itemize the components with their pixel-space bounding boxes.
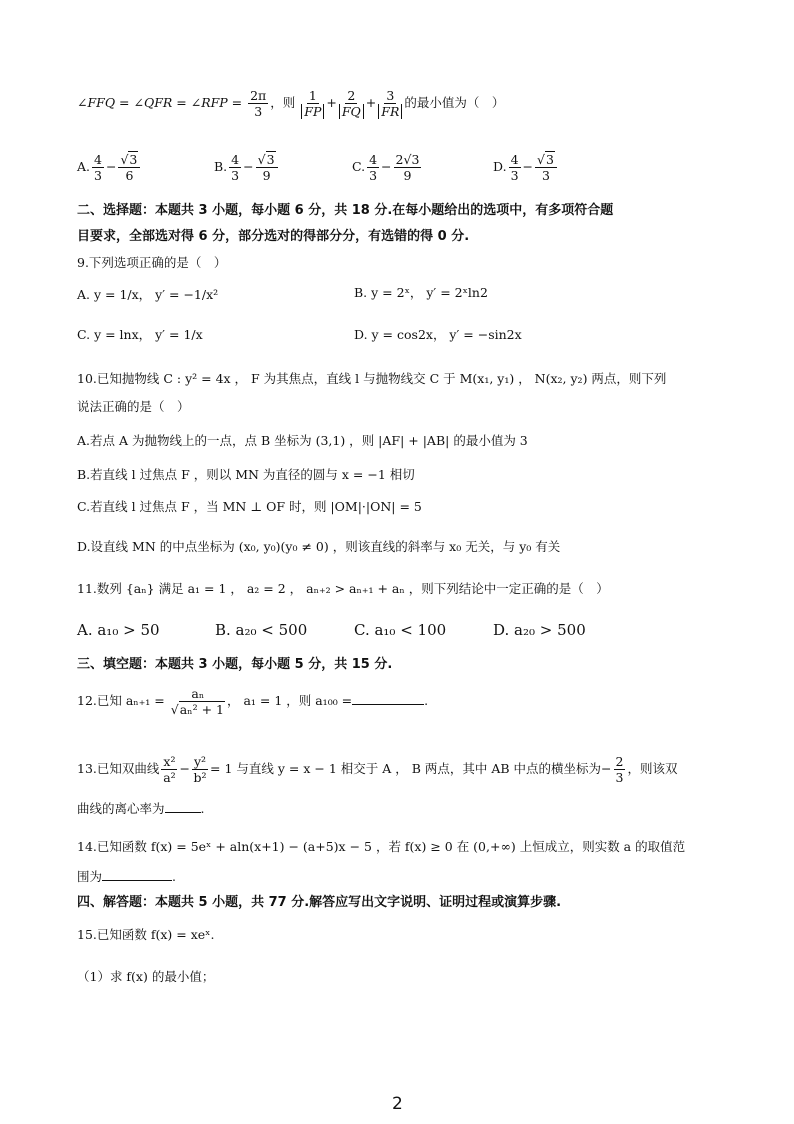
q12-stem: 12.已知 aₙ₊₁ = $\frac{\text{aₙ}}{\text{√aₙ² + 1}}$ ， a₁ = 1 ，则 a₁₀₀ = . (77, 686, 429, 717)
q11-stem: 11.数列 {aₙ} 满足 a₁ = 1 ， a₂ = 2 ， aₙ₊₂ > aₙ₊₁ + aₙ ，则下列结论中一定正确的是（ ） (77, 581, 609, 596)
q8-condition-line: ∠FFQ = ∠QFR = ∠RFP = $\frac{2\pi}{3}$ ，则 $\frac{1}{FP}$ + $\frac{2}{FQ}$ + $\frac{3}{FR}$ 的最小值为（ ） (77, 88, 505, 119)
q9-stem: 9.下列选项正确的是（ ） (77, 255, 227, 270)
section-4-heading: 四、解答题：本题共 5 小题，共 77 分.解答应写出文字说明、证明过程或演算步骤. (77, 895, 562, 910)
q14-answer-blank[interactable] (102, 880, 172, 881)
section-2-heading: 二、选择题：本题共 3 小题，每小题 6 分，共 18 分.在每小题给出的选项中，有多项符合题 (77, 203, 614, 218)
q8-angle-fraction: $\frac{2\pi}{3}$ (250, 88, 267, 119)
q12-answer-blank[interactable] (352, 704, 424, 705)
q10-stem: 10.已知抛物线 C : y² = 4x ， F 为其焦点，直线 l 与抛物线交 C 于 M(x₁, y₁) ， N(x₂, y₂) 两点，则下列 (77, 371, 667, 386)
q11-option-d: D. a₂₀ > 500 (493, 621, 586, 639)
q13-stem-cont: 曲线的离心率为 . (77, 801, 205, 816)
q12-fraction: $\frac{\text{aₙ}}{\text{√aₙ² + 1}}$ (170, 686, 224, 717)
q8-option-a: A. $\frac{4}{3}$ − $\frac{√3}{6}$ (77, 152, 142, 183)
q8-option-d: D. $\frac{4}{3}$ − $\frac{√3}{3}$ (493, 152, 559, 183)
page-number: 2 (392, 1094, 403, 1114)
q8-term1: $\frac{1}{FP}$ (301, 88, 324, 119)
q10-option-a: A.若点 A 为抛物线上的一点，点 B 坐标为 (3,1) ，则 |AF| + |AB| 的最小值为 3 (77, 433, 528, 448)
section-3-heading: 三、填空题：本题共 3 小题，每小题 5 分，共 15 分. (77, 657, 393, 672)
q10-option-d: D.设直线 MN 的中点坐标为 (x₀, y₀)(y₀ ≠ 0) ，则该直线的斜率与 x₀ 无关，与 y₀ 有关 (77, 539, 561, 554)
q8-option-c: C. $\frac{4}{3}$ − $\frac{2√3}{9}$ (352, 152, 420, 183)
q9-option-b: B. y = 2ˣ， y′ = 2ˣln2 (354, 285, 488, 300)
q10-stem-cont: 说法正确的是（ ） (77, 399, 190, 414)
q9-option-d: D. y = cos2x， y′ = −sin2x (354, 327, 522, 342)
q8-term3: $\frac{3}{FR}$ (378, 88, 402, 119)
q13-answer-blank[interactable] (165, 812, 201, 813)
q11-option-a: A. a₁₀ > 50 (77, 621, 160, 639)
q10-option-b: B.若直线 l 过焦点 F ，则以 MN 为直径的圆与 x = −1 相切 (77, 467, 415, 482)
q15-part-1: （1）求 f(x) 的最小值； (77, 969, 215, 984)
q11-option-c: C. a₁₀ < 100 (354, 621, 447, 639)
q14-stem: 14.已知函数 f(x) = 5eˣ + aln(x+1) − (a+5)x − 5 ，若 f(x) ≥ 0 在 (0,+∞) 上恒成立，则实数 a 的取值范 (77, 839, 686, 854)
q14-stem-cont: 围为 . (77, 869, 176, 884)
q10-option-c: C.若直线 l 过焦点 F ，当 MN ⊥ OF 时，则 |OM|·|ON| = 5 (77, 499, 422, 514)
q15-stem: 15.已知函数 f(x) = xeˣ. (77, 927, 215, 942)
q8-term2: $\frac{2}{FQ}$ (339, 88, 364, 119)
q13-stem: 13.已知双曲线 $\frac{\text{x²}}{\text{a²}}$ − $\frac{\text{y²}}{\text{b²}}$ = 1 与直线 y = x − 1 相交于 A ， B 两点，其中 AB 中点的横坐标为− $\frac{2}{3}$ ，则该双 (77, 754, 678, 785)
q9-option-a: A. y = 1/x， y′ = −1/x² (77, 287, 219, 302)
q8-angles: ∠FFQ = ∠QFR = ∠RFP = (77, 95, 247, 110)
q9-option-c: C. y = lnx， y′ = 1/x (77, 327, 203, 342)
q8-option-b: B. $\frac{4}{3}$ − $\frac{√3}{9}$ (214, 152, 280, 183)
section-2-heading-cont: 目要求，全部选对得 6 分，部分选对的得部分分，有选错的得 0 分. (77, 229, 470, 244)
q11-option-b: B. a₂₀ < 500 (215, 621, 308, 639)
